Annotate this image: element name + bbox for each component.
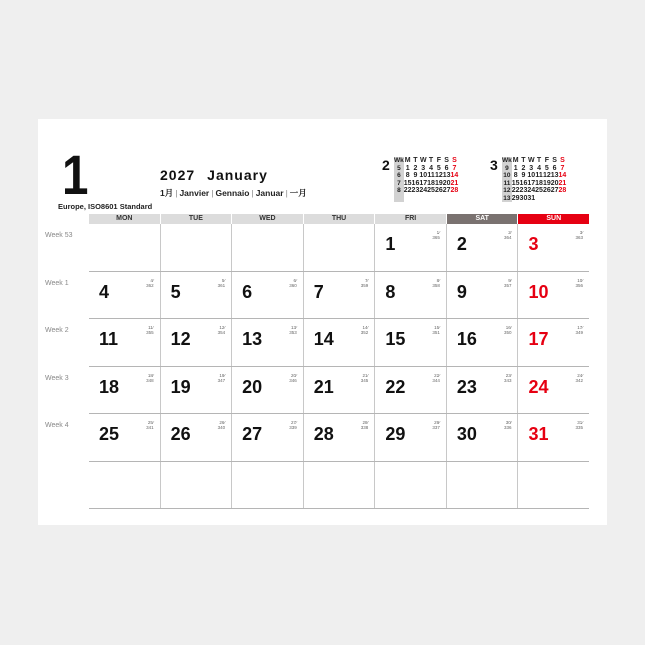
week-label: Week 2 — [45, 327, 69, 334]
day-number: 27 — [242, 424, 263, 444]
days-remaining: 355 — [146, 330, 154, 335]
day-of-year-count: 15⁄ — [434, 325, 440, 330]
day-cell[interactable] — [447, 224, 519, 271]
week-label: Week 1 — [45, 279, 69, 287]
day-cell[interactable] — [232, 224, 304, 271]
mini-day — [443, 195, 451, 203]
day-number: 17 — [528, 329, 549, 349]
week-row — [45, 272, 589, 320]
mini-day — [551, 195, 559, 203]
mini-day: 21 — [450, 179, 459, 187]
day-of-year — [218, 278, 226, 288]
day-of-year — [361, 373, 369, 383]
day-number: 8 — [385, 281, 396, 302]
days-remaining: 365 — [432, 235, 440, 240]
mini-day: 16 — [411, 179, 420, 187]
mini-week-number: 10 — [503, 172, 511, 179]
mini-day: 14 — [558, 172, 567, 179]
mini-header-cell: Wk — [502, 157, 512, 164]
mini-day — [427, 195, 435, 203]
lang-german: Januar — [255, 188, 284, 198]
day-number: 3 — [528, 234, 539, 254]
mini-day — [435, 195, 443, 203]
day-cell[interactable] — [232, 414, 304, 461]
mini-day: 4 — [429, 164, 433, 172]
day-cell[interactable] — [375, 319, 447, 366]
day-cell[interactable] — [304, 272, 376, 319]
day-cell[interactable] — [161, 319, 233, 366]
mini-day: 10 — [419, 172, 428, 179]
mini-day: 18 — [427, 179, 435, 187]
day-number: 11 — [99, 329, 119, 349]
day-of-year-count: 10⁄ — [577, 277, 584, 283]
weekday-sun: SUN — [518, 214, 589, 224]
mini-day: 29 — [511, 194, 520, 202]
day-number: 5 — [170, 281, 181, 302]
day-cell[interactable] — [304, 462, 376, 509]
day-cell[interactable] — [161, 367, 233, 414]
mini-day: 12 — [542, 172, 551, 179]
days-remaining: 351 — [432, 330, 440, 335]
day-of-year-count: 31⁄ — [577, 420, 584, 425]
mini-header-cell: S — [560, 157, 565, 164]
day-of-year-count: 20⁄ — [290, 372, 297, 378]
mini-day: 5 — [436, 164, 441, 172]
day-cell[interactable] — [304, 414, 376, 461]
days-remaining: 353 — [289, 330, 297, 335]
mini-day: 19 — [542, 179, 551, 187]
day-number: 24 — [528, 376, 549, 397]
day-cell[interactable] — [518, 367, 589, 414]
mini-day: 26 — [542, 187, 551, 194]
mini-day: 23 — [519, 187, 528, 194]
day-cell[interactable] — [89, 367, 161, 414]
calendar-page — [38, 119, 607, 525]
day-cell[interactable] — [89, 462, 161, 509]
month-grid — [45, 214, 589, 509]
day-of-year-count: 9⁄ — [508, 277, 512, 283]
mini-day: 11 — [427, 172, 435, 179]
mini-day: 22 — [403, 187, 412, 194]
day-of-year — [576, 230, 584, 240]
mini-day: 7 — [560, 164, 565, 172]
mini-day: 24 — [419, 187, 428, 194]
mini-day: 19 — [434, 179, 443, 187]
week-label: Week 53 — [45, 232, 73, 239]
day-number: 10 — [528, 281, 549, 302]
day-number: 4 — [99, 281, 110, 302]
days-remaining: 347 — [217, 377, 226, 383]
page-title — [160, 167, 268, 183]
mini-day: 9 — [413, 172, 418, 179]
week-rows — [45, 224, 589, 509]
day-number: 19 — [170, 376, 191, 397]
day-cell[interactable] — [89, 414, 161, 461]
mini-day: 8 — [513, 172, 518, 179]
day-number: 30 — [456, 424, 477, 444]
month-name: January — [207, 167, 268, 183]
day-number: 26 — [170, 424, 191, 444]
days-remaining: 360 — [289, 282, 297, 288]
lang-japanese: 1月 — [160, 188, 174, 198]
day-of-year-count: 8⁄ — [436, 277, 440, 283]
day-of-year — [218, 325, 226, 335]
standard-label: Europe, ISO8601 Standard — [58, 202, 153, 211]
day-of-year — [289, 420, 297, 430]
mini-day: 24 — [527, 187, 536, 194]
days-remaining: 345 — [360, 377, 369, 383]
day-number: 12 — [170, 329, 191, 349]
mini-week-number: 13 — [503, 194, 511, 202]
day-number: 28 — [313, 424, 334, 444]
days-remaining: 338 — [360, 425, 369, 430]
mini-week-number: 8 — [394, 187, 404, 195]
day-of-year-count: 23⁄ — [505, 372, 512, 378]
week-row — [45, 414, 589, 462]
day-of-year — [361, 325, 369, 335]
day-cell[interactable] — [518, 224, 589, 271]
day-cell[interactable] — [375, 414, 447, 461]
day-cell[interactable] — [518, 319, 589, 366]
days-remaining: 343 — [503, 377, 512, 383]
mini-day: 2 — [413, 164, 418, 172]
day-of-year-count: 4⁄ — [150, 277, 154, 283]
days-remaining: 342 — [575, 377, 584, 383]
day-cell[interactable] — [304, 319, 376, 366]
days-remaining: 361 — [217, 282, 226, 288]
lang-chinese: 一月 — [289, 188, 307, 198]
days-remaining: 340 — [217, 425, 226, 430]
day-of-year-count: 29⁄ — [434, 420, 440, 425]
mini-day: 15 — [403, 179, 412, 187]
mini-day — [419, 195, 427, 203]
days-remaining: 341 — [146, 425, 154, 430]
mini-header-cell: S — [444, 157, 449, 164]
mini-day: 27 — [550, 187, 559, 194]
mini-day: 13 — [442, 172, 451, 179]
day-cell[interactable] — [518, 414, 589, 461]
day-number: 6 — [242, 281, 253, 302]
days-remaining: 336 — [503, 425, 512, 430]
day-number: 25 — [99, 424, 120, 444]
day-cell[interactable] — [232, 272, 304, 319]
mini-day: 17 — [419, 179, 428, 187]
year-label: 2027 — [160, 167, 196, 183]
mini-header-cell: M — [512, 157, 519, 164]
day-of-year-count: 27⁄ — [290, 420, 297, 425]
day-of-year — [146, 373, 154, 383]
day-of-year-count: 19⁄ — [219, 372, 226, 378]
mini-day: 26 — [434, 187, 443, 194]
mini-day: 9 — [521, 172, 526, 179]
mini-day — [543, 195, 551, 203]
mini-day: 30 — [519, 194, 528, 202]
day-cell[interactable] — [447, 414, 519, 461]
day-of-year — [432, 278, 440, 288]
mini-header-cell: F — [436, 157, 441, 164]
day-cell[interactable] — [304, 367, 376, 414]
day-of-year — [146, 420, 154, 430]
mini-header-cell: T — [413, 157, 418, 164]
week-row — [89, 462, 589, 510]
day-cell[interactable] — [161, 414, 233, 461]
mini-day: 1 — [513, 164, 518, 172]
day-cell[interactable] — [161, 462, 233, 509]
week-row — [45, 224, 589, 272]
day-number: 31 — [528, 424, 549, 444]
mini-header-cell: T — [521, 157, 526, 164]
mini-header-cell: M — [404, 157, 411, 164]
mini-day: 5 — [544, 164, 549, 172]
day-of-year-count: 30⁄ — [505, 420, 512, 425]
mini-day: 4 — [537, 164, 541, 172]
week-label: Week 4 — [45, 422, 69, 429]
day-of-year — [218, 373, 226, 383]
days-remaining: 348 — [146, 377, 154, 383]
mini-week-number: 9 — [502, 165, 512, 173]
day-cell[interactable] — [447, 272, 519, 319]
mini-day: 15 — [511, 179, 520, 187]
day-of-year — [361, 420, 369, 430]
day-of-year-count: 28⁄ — [362, 420, 369, 425]
day-cell[interactable] — [161, 224, 233, 271]
day-of-year — [432, 325, 440, 335]
day-number: 9 — [456, 281, 467, 302]
mini-day — [451, 195, 459, 203]
day-of-year — [289, 278, 297, 288]
day-cell[interactable] — [518, 272, 589, 319]
mini-week-number: 6 — [394, 172, 404, 180]
days-remaining: 362 — [146, 282, 154, 288]
mini-header-cell: S — [452, 157, 457, 164]
mini-day: 14 — [450, 172, 459, 179]
mini-week-number — [394, 195, 404, 203]
mini-day — [412, 195, 420, 203]
days-remaining: 346 — [289, 377, 297, 383]
mini-day — [535, 195, 543, 203]
mini-day: 7 — [452, 164, 457, 172]
day-cell[interactable] — [232, 462, 304, 509]
days-remaining: 356 — [575, 282, 584, 288]
weekday-fri: FRI — [375, 214, 447, 224]
days-remaining: 363 — [575, 235, 584, 240]
month-translations: 1月 | Janvier | Gennaio | Januar | 一月 — [160, 188, 307, 198]
day-number: 20 — [242, 376, 263, 397]
day-of-year-count: 7⁄ — [365, 277, 369, 283]
mini-day: 28 — [450, 187, 459, 194]
mini-header-cell: W — [419, 157, 427, 164]
day-of-year — [432, 373, 440, 383]
day-number: 15 — [385, 329, 406, 349]
month-number: 1 — [62, 143, 89, 206]
day-of-year-count: 2⁄ — [508, 230, 512, 235]
mini-day — [404, 195, 412, 203]
mini-day: 16 — [519, 179, 528, 187]
day-of-year-count: 25⁄ — [147, 420, 154, 425]
days-remaining: 364 — [503, 235, 512, 240]
day-cell[interactable] — [375, 272, 447, 319]
day-cell[interactable] — [89, 224, 161, 271]
mini-calendar-table — [394, 157, 458, 202]
day-of-year-count: 3⁄ — [579, 230, 584, 235]
day-number: 13 — [242, 329, 263, 349]
mini-header-cell: T — [428, 157, 434, 164]
day-of-year — [576, 420, 584, 430]
day-number: 14 — [313, 329, 334, 349]
day-of-year — [576, 325, 584, 335]
day-of-year — [146, 278, 154, 288]
mini-day: 21 — [558, 179, 567, 187]
day-cell[interactable] — [447, 462, 519, 509]
day-of-year — [289, 373, 297, 383]
lang-french: Janvier — [179, 188, 210, 198]
day-of-year-count: 22⁄ — [434, 372, 440, 378]
lang-italian: Gennaio — [215, 188, 250, 198]
days-remaining: 354 — [217, 330, 226, 335]
mini-day: 23 — [411, 187, 420, 194]
weekday-header — [89, 214, 589, 224]
mini-day: 17 — [527, 179, 536, 187]
day-cell[interactable] — [232, 367, 304, 414]
day-of-year-count: 13⁄ — [290, 325, 297, 330]
day-number: 16 — [456, 329, 477, 349]
day-of-year-count: 11⁄ — [148, 325, 154, 330]
days-remaining: 359 — [360, 282, 369, 288]
day-number: 7 — [313, 281, 324, 302]
weekday-thu: THU — [304, 214, 376, 224]
mini-month-number: 2 — [382, 157, 390, 173]
mini-day: 13 — [550, 172, 559, 179]
day-cell[interactable] — [375, 224, 447, 271]
mini-day: 10 — [527, 172, 536, 179]
day-cell[interactable] — [375, 367, 447, 414]
day-of-year — [504, 230, 512, 240]
day-cell[interactable] — [375, 462, 447, 509]
mini-header-cell: T — [536, 157, 542, 164]
days-remaining: 349 — [575, 330, 584, 335]
week-label: Week 3 — [45, 374, 69, 382]
day-of-year — [432, 420, 440, 430]
mini-day: 20 — [550, 179, 559, 187]
weekday-wed: WED — [232, 214, 304, 224]
day-of-year — [361, 278, 369, 288]
day-number: 1 — [385, 234, 396, 254]
days-remaining: 344 — [432, 377, 440, 383]
day-number: 21 — [313, 376, 334, 397]
weekday-sat: SAT — [447, 214, 519, 224]
mini-day: 28 — [558, 187, 567, 194]
day-of-year-count: 6⁄ — [293, 277, 297, 283]
mini-header-cell: Wk — [394, 157, 404, 164]
day-number: 2 — [456, 234, 467, 254]
day-cell[interactable] — [518, 462, 589, 509]
day-of-year-count: 26⁄ — [219, 420, 226, 425]
mini-header-cell: S — [552, 157, 557, 164]
day-of-year — [146, 325, 154, 335]
mini-header-cell: W — [527, 157, 535, 164]
day-of-year-count: 5⁄ — [221, 277, 226, 283]
day-of-year-count: 14⁄ — [362, 325, 369, 330]
mini-day: 22 — [511, 187, 520, 194]
mini-day: 2 — [521, 164, 526, 172]
mini-day: 6 — [552, 164, 557, 172]
mini-day — [559, 195, 567, 203]
day-number: 29 — [385, 424, 406, 444]
days-remaining: 339 — [289, 425, 297, 430]
weekday-mon: MON — [89, 214, 161, 224]
day-cell[interactable] — [89, 319, 161, 366]
day-of-year — [289, 325, 297, 335]
mini-calendar-table — [502, 157, 566, 202]
mini-day: 27 — [442, 187, 451, 194]
mini-week-number: 5 — [394, 165, 404, 173]
day-cell[interactable] — [161, 272, 233, 319]
mini-day: 8 — [405, 172, 410, 179]
day-of-year — [504, 420, 512, 430]
mini-day: 25 — [535, 187, 543, 194]
day-of-year — [432, 230, 440, 240]
day-cell[interactable] — [447, 367, 519, 414]
day-of-year — [576, 373, 584, 383]
mini-day: 3 — [421, 164, 426, 172]
mini-day: 1 — [405, 164, 410, 172]
days-remaining: 350 — [503, 330, 512, 335]
day-cell[interactable] — [89, 272, 161, 319]
mini-day: 31 — [527, 194, 536, 202]
mini-week-number: 11 — [503, 179, 511, 187]
mini-day: 20 — [442, 179, 451, 187]
mini-header-cell: F — [544, 157, 549, 164]
day-of-year-count: 17⁄ — [577, 325, 584, 330]
weekday-tue: TUE — [161, 214, 233, 224]
mini-day: 12 — [434, 172, 443, 179]
day-cell[interactable] — [232, 319, 304, 366]
mini-day: 11 — [535, 172, 543, 179]
day-of-year-count: 1⁄ — [436, 230, 440, 235]
mini-day: 25 — [427, 187, 435, 194]
day-number: 22 — [385, 376, 406, 397]
mini-week-number: 12 — [503, 187, 511, 194]
day-of-year — [504, 325, 512, 335]
day-number: 18 — [99, 376, 120, 397]
day-number: 23 — [456, 376, 477, 397]
day-cell[interactable] — [447, 319, 519, 366]
day-of-year-count: 21⁄ — [362, 372, 369, 378]
week-row — [45, 367, 589, 415]
day-of-year-count: 16⁄ — [505, 325, 512, 330]
mini-day: 18 — [535, 179, 543, 187]
day-cell[interactable] — [304, 224, 376, 271]
days-remaining: 352 — [360, 330, 369, 335]
days-remaining: 335 — [575, 425, 584, 430]
day-of-year — [504, 373, 512, 383]
mini-week-number: 7 — [394, 180, 404, 188]
day-of-year — [504, 278, 512, 288]
day-of-year-count: 12⁄ — [219, 325, 226, 330]
mini-day: 3 — [529, 164, 534, 172]
day-of-year-count: 18⁄ — [147, 372, 154, 378]
day-of-year-count: 24⁄ — [577, 372, 584, 378]
days-remaining: 357 — [503, 282, 512, 288]
day-of-year — [576, 278, 584, 288]
days-remaining: 358 — [432, 282, 440, 288]
days-remaining: 337 — [432, 425, 440, 430]
day-of-year — [218, 420, 226, 430]
mini-month-number: 3 — [490, 157, 498, 173]
week-row — [45, 319, 589, 367]
mini-day: 6 — [444, 164, 449, 172]
